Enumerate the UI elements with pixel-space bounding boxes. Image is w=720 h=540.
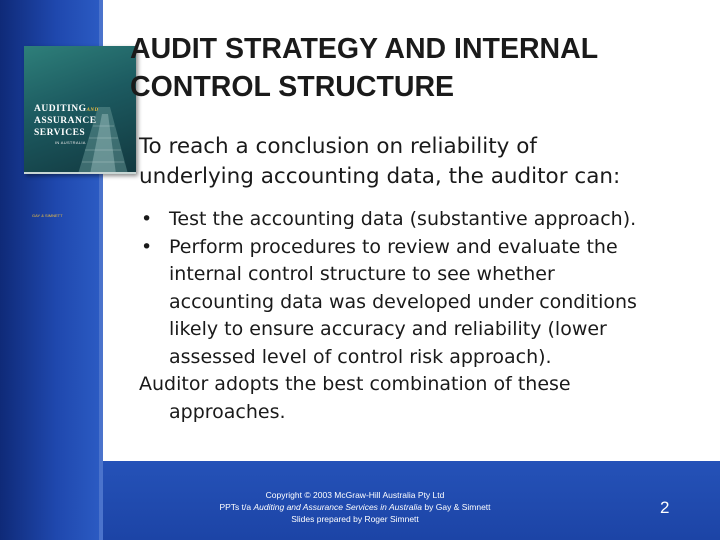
bullet-line: assessed level of control risk approach). (169, 345, 552, 368)
book-subtitle: IN AUSTRALIA (55, 140, 86, 145)
book-title-services: SERVICES (34, 128, 86, 138)
ppts-line: PPTs t/a Auditing and Assurance Services in Australia by Gay & Simnett (219, 502, 491, 512)
conclusion-line: Auditor adopts the best combination of these (139, 373, 571, 395)
bullet-line: internal control structure to see whether (169, 263, 555, 285)
page-number: 2 (660, 498, 670, 517)
bullet-item-control-procedures (139, 234, 709, 372)
book-cover-stripe (24, 172, 136, 174)
bullet-line: Perform procedures to review and evaluate the (169, 235, 618, 258)
copyright-line: Copyright © 2003 McGraw-Hill Australia Pty Ltd (265, 490, 445, 500)
prepared-by-line: Slides prepared by Roger Simnett (291, 514, 419, 524)
bullet-line: likely to ensure accuracy and reliability (lower (169, 318, 607, 340)
bullet-line: Test the accounting data (substantive approach). (169, 208, 637, 230)
bullet-line: accounting data was developed under conditions (169, 290, 637, 313)
intro-line: To reach a conclusion on reliability of (139, 134, 537, 159)
intro-line: underlying accounting data, the auditor can: (139, 164, 621, 189)
bullet-icon: • (141, 208, 153, 230)
book-title-auditing: AUDITINGAND (34, 104, 99, 114)
book-authors: GAY & SIMNETT (32, 213, 63, 218)
conclusion-line: approaches. (169, 400, 286, 423)
slide-title-line: CONTROL STRUCTURE (130, 71, 455, 103)
slide-title-line: AUDIT STRATEGY AND INTERNAL (130, 33, 599, 65)
book-title-assurance: ASSURANCE (34, 116, 97, 126)
conclusion-paragraph (139, 371, 709, 426)
intro-paragraph (139, 132, 709, 192)
book-cover-image (24, 46, 136, 218)
copyright-icon: © (304, 490, 311, 500)
slide-body (139, 132, 709, 426)
footer-copyright (170, 489, 540, 525)
bullet-item-substantive (139, 206, 709, 234)
bullet-icon: • (141, 235, 153, 258)
slide-title (130, 30, 700, 106)
